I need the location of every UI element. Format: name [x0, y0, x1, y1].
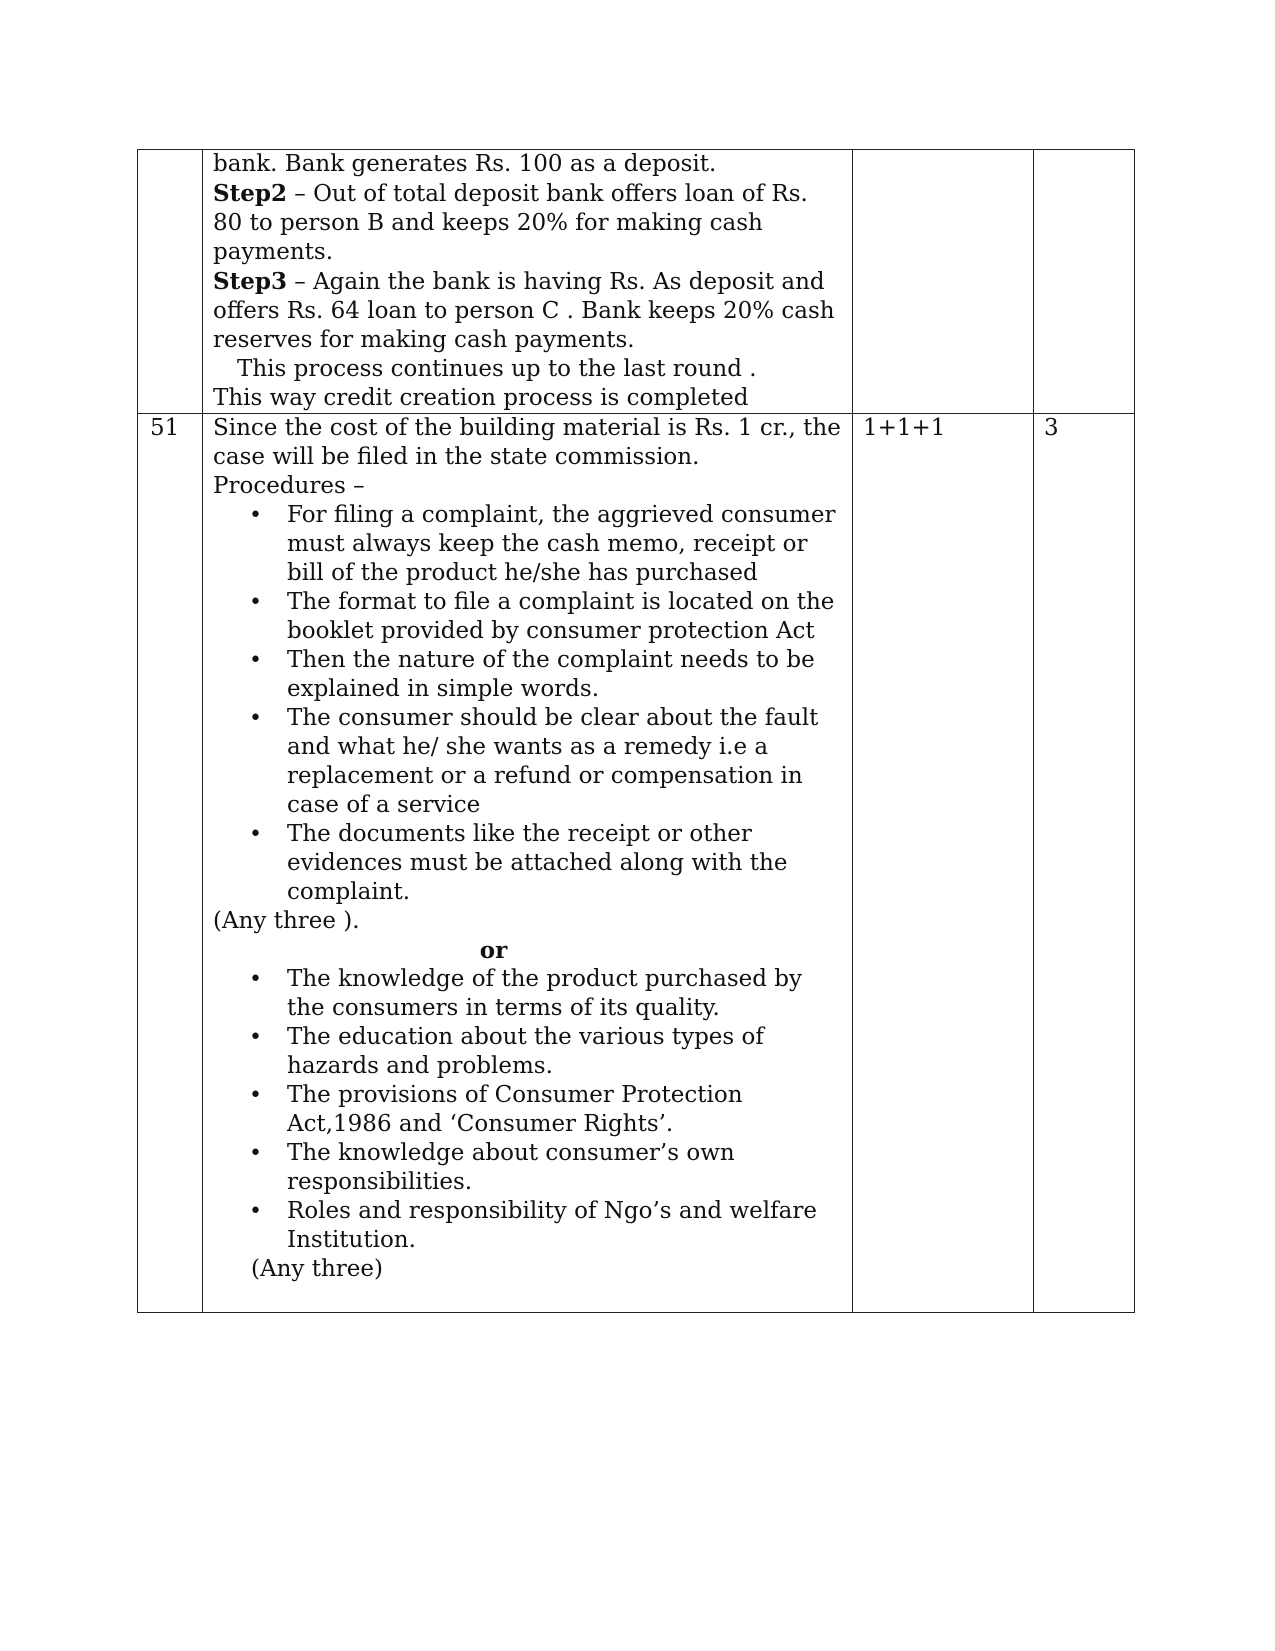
- answer-cell: [203, 150, 853, 414]
- list-item: • For filing a complaint, the aggrieved consumer must always keep the cash memo, receipt or bill of the product he/she has purchased: [287, 501, 844, 588]
- list-item: • Then the nature of the complaint needs to be explained in simple words.: [287, 646, 844, 704]
- final-line: This way credit creation process is completed: [213, 385, 749, 411]
- step2-label: Step2: [213, 180, 287, 207]
- any-three-note: (Any three): [251, 1256, 383, 1282]
- list-item: • The consumer should be clear about the fault and what he/ she wants as a remedy i.e a replacement or a refund or compensation in case of a service: [287, 704, 844, 820]
- step2-text: – Out of total deposit bank offers loan of Rs. 80 to person B and keeps 20% for making cash payments.: [213, 181, 808, 265]
- step3-text: – Again the bank is having Rs. As deposit and offers Rs. 64 loan to person C . Bank keeps 20% cash reserves for making cash payments.: [213, 269, 835, 353]
- table-row-51: [138, 414, 1135, 1313]
- procedures-list: [213, 501, 844, 907]
- table-row-continued: [138, 150, 1135, 414]
- answer-line: bank. Bank generates Rs. 100 as a deposit.: [213, 151, 717, 177]
- step3-paragraph: [213, 267, 844, 355]
- list-item: • The knowledge about consumer’s own responsibilities.: [287, 1139, 844, 1197]
- procedures-label: Procedures –: [213, 473, 365, 499]
- step2-paragraph: [213, 179, 844, 267]
- list-item: • Roles and responsibility of Ngo’s and welfare Institution.: [287, 1197, 844, 1255]
- answer-cell: [203, 414, 853, 1313]
- any-three-note: (Any three ).: [213, 908, 360, 934]
- list-item: • The documents like the receipt or other evidences must be attached along with the complaint.: [287, 820, 844, 907]
- answer-table: [137, 149, 1135, 1313]
- list-item: • The provisions of Consumer Protection Act,1986 and ‘Consumer Rights’.: [287, 1081, 844, 1139]
- or-separator: or: [479, 937, 508, 964]
- step3-label: Step3: [213, 268, 287, 295]
- marks-split-cell: [853, 150, 1034, 414]
- total-marks-cell: [1034, 150, 1135, 414]
- list-item: • The education about the various types of hazards and problems.: [287, 1023, 844, 1081]
- marks-split-cell: 1+1+1: [853, 414, 1034, 1313]
- list-item: • The knowledge of the product purchased by the consumers in terms of its quality.: [287, 965, 844, 1023]
- question-number-cell: 51: [138, 414, 203, 1313]
- total-marks-cell: 3: [1034, 414, 1135, 1313]
- list-item: • The format to file a complaint is located on the booklet provided by consumer protection Act: [287, 588, 844, 646]
- consumer-awareness-list: [213, 965, 844, 1255]
- answer-intro: Since the cost of the building material is Rs. 1 cr., the case will be filed in the state commission.: [213, 415, 841, 470]
- process-line: This process continues up to the last round .: [237, 356, 757, 382]
- question-number-cell: [138, 150, 203, 414]
